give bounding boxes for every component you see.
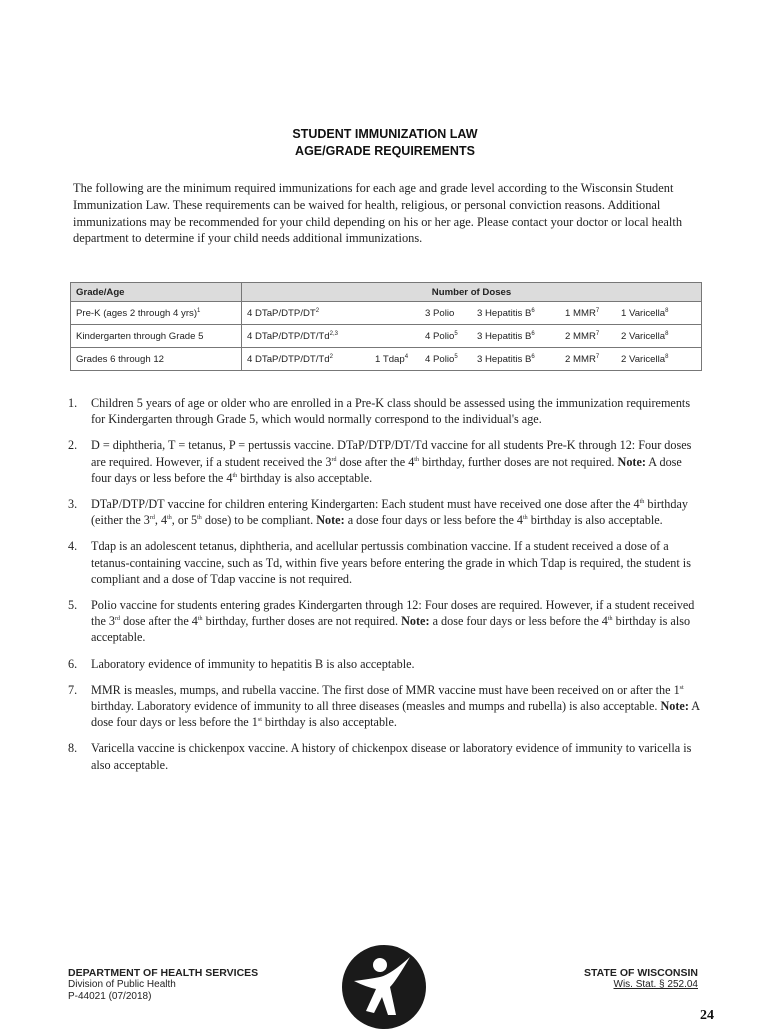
dose-tdap-footnote-ref: 4 <box>404 353 409 360</box>
dose-varicella: 1 Varicella$^8$ <box>621 307 669 319</box>
page-number: 24 <box>700 1008 714 1023</box>
footnote-number: 4. <box>68 539 78 554</box>
dose-mmr-footnote-ref: 7 <box>595 330 600 337</box>
footnote-item <box>68 740 702 772</box>
footnote-item <box>68 597 702 646</box>
dose-dtap: 4 DTaP/DTP/DT/Td$^{2,3}$ <box>247 330 338 342</box>
footnote-number: 7. <box>68 682 78 697</box>
dose-polio: 3 Polio <box>425 307 455 319</box>
grade-footnote-ref: 1 <box>197 307 201 314</box>
doses-cell <box>242 302 702 325</box>
table-row <box>71 325 702 348</box>
dose-hepatitis-b: 3 Hepatitis $B^6$ <box>477 330 535 342</box>
dose-hepatitis-b-footnote-ref: 6 <box>531 307 535 314</box>
grade-cell: Pre-K (ages 2 through 4 yrs)$^1$ <box>71 302 242 325</box>
footer-statute-link[interactable]: Wis. Stat. § 252.04 <box>613 979 698 990</box>
footnote-number: 3. <box>68 497 78 512</box>
footnote-item <box>68 656 702 672</box>
dose-varicella: 2 Varicella$^8$ <box>621 330 669 342</box>
dose-hepatitis-b: 3 Hepatitis $B^6$ <box>477 307 535 319</box>
dose-dtap-footnote-ref: 2 <box>315 307 320 314</box>
doses-cell <box>242 325 702 348</box>
dose-mmr-footnote-ref: 7 <box>595 353 600 360</box>
doses-cell <box>242 348 702 371</box>
footnote-number: 6. <box>68 656 78 671</box>
dose-polio-footnote-ref: 5 <box>454 353 458 360</box>
footnote-text: Varicella vaccine is chickenpox vaccine. A history of chickenpox disease or laboratory evidence of immunity to varicella is also acceptable. <box>91 741 692 772</box>
document-title <box>0 126 770 160</box>
dose-polio: 4 Polio$^5$ <box>425 330 458 342</box>
footnote-text: Laboratory evidence of immunity to hepatitis B is also acceptable. <box>91 656 415 671</box>
footnote-number: 1. <box>68 396 78 410</box>
footnote-item <box>68 395 702 427</box>
footnote-text: Tdap is an adolescent tetanus, diphtheria, and acellular pertussis combination vaccine. If a student received a dose of a tetanus-containing vaccine, such as Td, within five years before entering the grade in which Tdap is required, the student is compliant and a dose of Tdap vaccine is not required. <box>91 539 691 586</box>
dose-dtap-footnote-ref: 2 <box>329 353 333 360</box>
grade-cell: Kindergarten through Grade 5 <box>71 325 242 348</box>
header-grade-age: Grade/Age <box>71 283 242 302</box>
footnote-text: Polio vaccine for students entering grades Kindergarten through 12: Four doses are required. However, if a student received the 3rd dose after the 4th birthday, further doses are not required. Note: a dose four days or less before the 4th birthday is also acceptable. <box>91 598 695 645</box>
footer-right <box>584 967 698 991</box>
table-row <box>71 348 702 371</box>
dose-hepatitis-b: 3 Hepatitis $B^6$ <box>477 353 535 365</box>
grade-cell: Grades 6 through 12 <box>71 348 242 371</box>
footnote-item <box>68 437 702 486</box>
intro-paragraph: The following are the minimum required immunizations for each age and grade level according to the Wisconsin Student Immunization Law. These requirements can be waived for health, religious, or personal conviction reasons. Additional immunizations may be recommended for your child depending on his or her age. Please contact your doctor or local health department to determine if your child needs additional immunizations. <box>73 181 683 246</box>
footnotes-list <box>68 395 702 783</box>
dose-mmr: 2 MMR$^7$ <box>565 330 600 342</box>
dose-polio: 4 Polio$^5$ <box>425 353 458 365</box>
header-number-of-doses: Number of Doses <box>242 283 702 302</box>
dose-tdap: 1 Tdap$^4$ <box>375 353 409 365</box>
title-line-2: AGE/GRADE REQUIREMENTS <box>295 144 475 158</box>
dose-polio-footnote-ref: 5 <box>454 330 458 337</box>
footnote-text: Children 5 years of age or older who are enrolled in a Pre-K class should be assessed using the immunization requirements for Kindergarten through Grade 5, which would normally correspond to the individual's age. <box>91 396 691 427</box>
dose-dtap: 4 DTaP/$DTP/DT^2$ <box>247 307 320 319</box>
dose-hepatitis-b-footnote-ref: 6 <box>531 330 535 337</box>
title-line-1: STUDENT IMMUNIZATION LAW <box>292 127 478 141</box>
dose-varicella-footnote-ref: 8 <box>665 330 669 337</box>
footnote-text: DTaP/DTP/DT vaccine for children entering Kindergarten: Each student must have received one dose after the 4th birthday (either the 3rd, 4th, or 5th dose) to be compliant. Note: a dose four days or less before the 4th birthday is also acceptable. <box>91 497 688 528</box>
dose-hepatitis-b-footnote-ref: 6 <box>531 353 535 360</box>
footnote-item <box>68 538 702 587</box>
footer-state: STATE OF WISCONSIN <box>584 967 698 979</box>
footnote-number: 5. <box>68 598 78 613</box>
footnote-item <box>68 496 702 528</box>
dose-varicella: 2 Varicella$^8$ <box>621 353 669 365</box>
footnote-item <box>68 682 702 731</box>
immunization-table <box>70 282 702 371</box>
footer-form-number: P-44021 (07/2018) <box>68 991 152 1002</box>
person-with-raised-arms-logo-icon <box>340 943 428 1031</box>
dose-varicella-footnote-ref: 8 <box>665 307 669 314</box>
footer-left <box>68 967 258 1003</box>
footnote-text: MMR is measles, mumps, and rubella vaccine. The first dose of MMR vaccine must have been received on or after the 1st birthday. Laboratory evidence of immunity to all three diseases (measles and mumps and rubella) is also acceptable. Note: A dose four days or less before the 1st birthday is also acceptable. <box>91 682 700 730</box>
footnote-number: 8. <box>68 741 78 756</box>
dose-mmr: 2 MMR$^7$ <box>565 353 600 365</box>
footnote-text: D = diphtheria, T = tetanus, P = pertussis vaccine. DTaP/DTP/DT/Td vaccine for all students Pre-K through 12: Four doses are required. However, if a student received the 3rd dose after the 4th birthday, further doses are not required. Note: A dose four days or less before the 4th birthday is also acceptable. <box>91 438 692 485</box>
dose-mmr: 1 MMR$^7$ <box>565 307 600 319</box>
footer-division: Division of Public Health <box>68 979 176 990</box>
dose-varicella-footnote-ref: 8 <box>665 353 669 360</box>
dose-mmr-footnote-ref: 7 <box>595 307 600 314</box>
table-header-row <box>71 283 702 302</box>
dose-dtap-footnote-ref: 2,3 <box>329 330 338 337</box>
table-row <box>71 302 702 325</box>
footer-department: DEPARTMENT OF HEALTH SERVICES <box>68 967 259 979</box>
dose-dtap: 4 DTaP/DTP/DT/Td$^2$ <box>247 353 333 365</box>
footnote-number: 2. <box>68 438 78 453</box>
